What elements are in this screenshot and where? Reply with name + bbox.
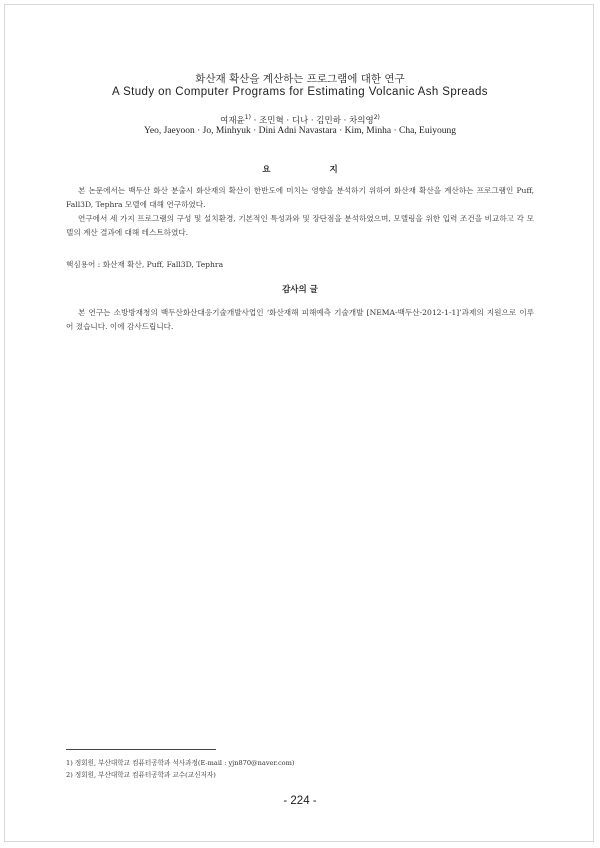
paper-title-korean: 화산재 확산을 계산하는 프로그램에 대한 연구 [195,73,405,85]
abstract-paragraph-2: 연구에서 세 가지 프로그램의 구성 및 설치환경, 기본적인 특성과와 및 장단점을 분석하였으며, 모델링을 위한 입력 조건을 비교하고 각 모델의 계산 결과에 대해 테스트하였다. [66,214,534,237]
footnote-marker-1[interactable]: 1) [244,114,251,122]
abstract-heading: 요 지 [262,165,366,175]
footnote-marker-2[interactable]: 2) [373,114,380,122]
footnote-1: 1) 정회원, 부산대학교 컴퓨터공학과 석사과정(E-mail : yjn870@naver.com) [66,759,295,767]
acknowledgement-heading: 감사의 글 [282,285,318,295]
author-first: 여재윤 [220,116,245,126]
authors-rest: · 조민혁 · 디나 · 김민하 · 차의영 [250,116,374,126]
keywords-line: 핵심용어 : 화산재 확산, Puff, Fall3D, Tephra [66,260,224,269]
footnote-2: 2) 정회원, 부산대학교 컴퓨터공학과 교수(교신저자) [66,771,216,779]
authors-korean [0,114,600,126]
paper-title-english: A Study on Computer Programs for Estimating Volcanic Ash Spreads [112,86,488,98]
authors-english: Yeo, Jaeyoon · Jo, Minhyuk · Dini Adni Navastara · Kim, Minha · Cha, Euiyoung [144,126,456,136]
page-number: - 224 - [283,795,317,807]
acknowledgement-paragraph: 본 연구는 소방방재청의 백두산화산대응기술개발사업인 ‘화산재해 피해예측 기술개발 [NEMA-백두산-2012-1-1]’과제의 지원으로 이루어 졌습니다. 이에 감사드립니다. [66,308,534,331]
abstract-paragraph-1: 본 논문에서는 백두산 화산 분출시 화산재의 확산이 한반도에 미치는 영향을 분석하기 위하여 화산재 확산을 계산하는 프로그램인 Puff, Fall3D, Tephra 모델에 대해 연구하였다. [66,186,534,209]
footnote-divider [66,749,216,750]
